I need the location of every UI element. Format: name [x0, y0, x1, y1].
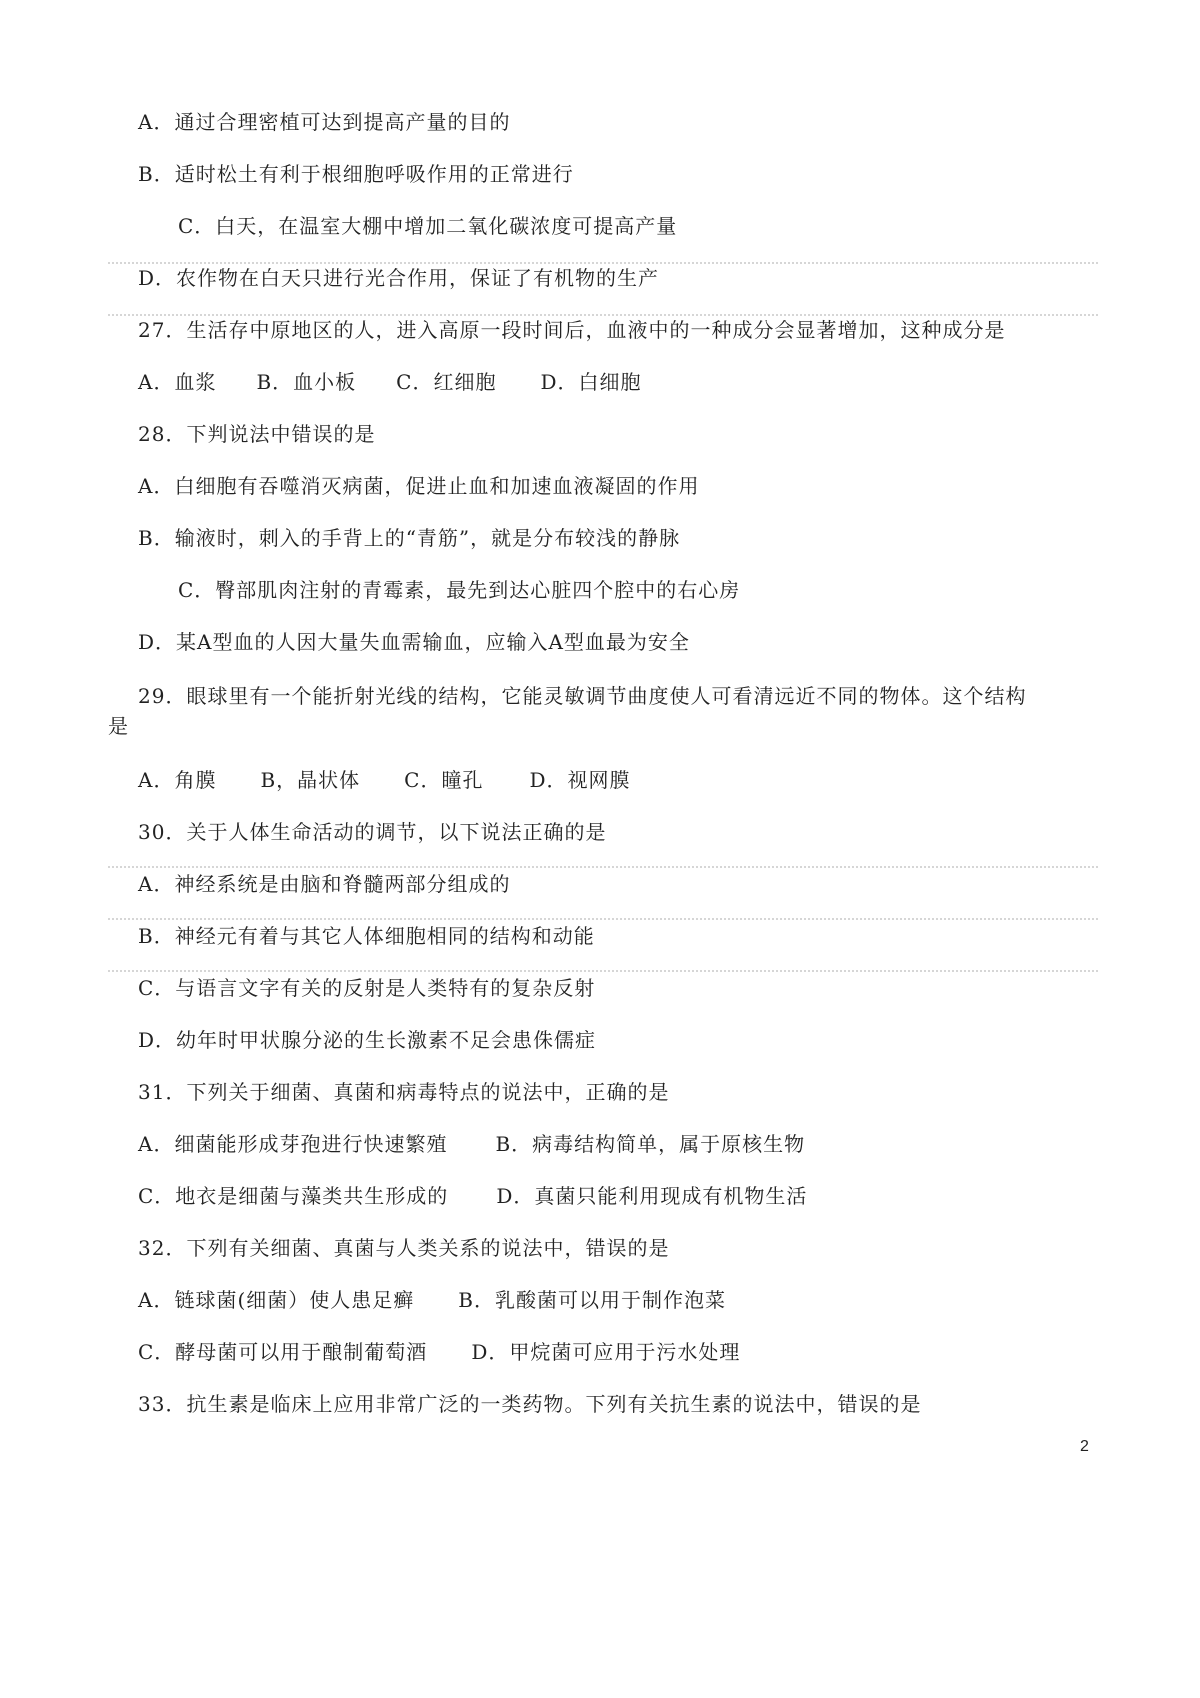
options-row-q32-ab: [138, 1286, 726, 1314]
option-line: D．某A型血的人因大量失血需输血，应输入A型血最为安全: [138, 630, 690, 654]
dotted-divider: [108, 866, 1098, 868]
page-number: 2: [1080, 1438, 1089, 1455]
option-d: D．甲烷菌可应用于污水处理: [471, 1340, 741, 1364]
option-b: B．乳酸菌可以用于制作泡菜: [458, 1288, 726, 1312]
options-row-q27: [138, 368, 642, 396]
options-row-q31-ab: [138, 1130, 805, 1158]
dotted-divider: [108, 918, 1098, 920]
option-line: C．臀部肌肉注射的青霉素，最先到达心脏四个腔中的右心房: [178, 578, 741, 602]
option-line: C．白天，在温室大棚中增加二氧化碳浓度可提高产量: [178, 214, 678, 238]
question-29: 29．眼球里有一个能折射光线的结构，它能灵敏调节曲度使人可看清远近不同的物体。这个结构: [138, 684, 1027, 708]
options-row-q29: [138, 766, 631, 794]
question-32: 32．下列有关细菌、真菌与人类关系的说法中，错误的是: [138, 1236, 670, 1260]
question-33: 33．抗生素是临床上应用非常广泛的一类药物。下列有关抗生素的说法中，错误的是: [138, 1392, 922, 1416]
question-27: 27．生活存中原地区的人，进入高原一段时间后，血液中的一种成分会显著增加，这种成分是: [138, 318, 1006, 342]
option-line: A．通过合理密植可达到提高产量的目的: [138, 110, 511, 134]
option-c: C．红细胞: [396, 370, 497, 394]
option-line: D．幼年时甲状腺分泌的生长激素不足会患侏儒症: [138, 1028, 597, 1052]
option-a: A．血浆: [138, 370, 217, 394]
question-29-continuation: 是: [108, 714, 129, 738]
question-28: 28．下判说法中错误的是: [138, 422, 376, 446]
question-30: 30．关于人体生命活动的调节，以下说法正确的是: [138, 820, 607, 844]
option-line: D．农作物在白天只进行光合作用，保证了有机物的生产: [138, 266, 660, 290]
option-line: C．与语言文字有关的反射是人类特有的复杂反射: [138, 976, 596, 1000]
option-c: C．瞳孔: [404, 768, 484, 792]
option-d: D．视网膜: [529, 768, 631, 792]
option-c: C．地衣是细菌与藻类共生形成的: [138, 1184, 449, 1208]
option-line: A．白细胞有吞噬消灭病菌，促进止血和加速血液凝固的作用: [138, 474, 700, 498]
dotted-divider: [108, 970, 1098, 972]
option-line: A．神经系统是由脑和脊髓两部分组成的: [138, 872, 511, 896]
option-a: A．角膜: [138, 768, 217, 792]
option-line: B．适时松土有利于根细胞呼吸作用的正常进行: [138, 162, 574, 186]
option-d: D．白细胞: [540, 370, 642, 394]
options-row-q32-cd: [138, 1338, 740, 1366]
question-31: 31．下列关于细菌、真菌和病毒特点的说法中，正确的是: [138, 1080, 670, 1104]
option-a: A．细菌能形成芽孢进行快速繁殖: [138, 1132, 448, 1156]
option-b: B．血小板: [256, 370, 357, 394]
option-line: B．输液时，刺入的手背上的“青筋”，就是分布较浅的静脉: [138, 526, 681, 550]
options-row-q31-cd: [138, 1182, 807, 1210]
option-b: B．病毒结构简单，属于原核生物: [495, 1132, 806, 1156]
option-c: C．酵母菌可以用于酿制葡萄酒: [138, 1340, 428, 1364]
option-d: D．真菌只能利用现成有机物生活: [496, 1184, 808, 1208]
option-line: B．神经元有着与其它人体细胞相同的结构和动能: [138, 924, 595, 948]
option-b: B，晶状体: [260, 768, 361, 792]
option-a: A．链球菌(细菌）使人患足癣: [138, 1288, 415, 1312]
